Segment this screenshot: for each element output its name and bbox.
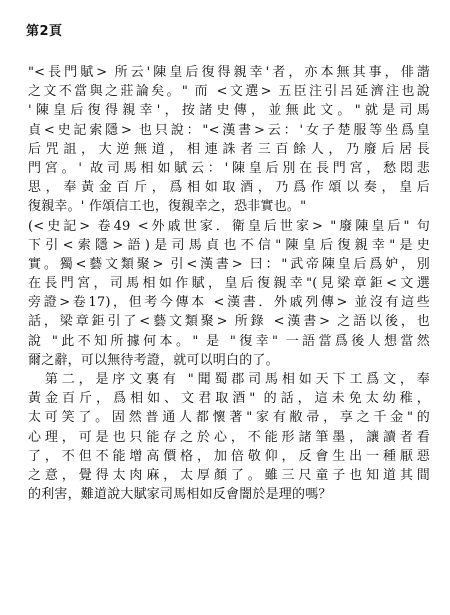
text-line: 貞<史記索隱> 也只說："<漢書>云：'女子楚服等坐爲皇 [28, 122, 430, 138]
text-line: 下引<索隱>語)是司馬貞也不信"陳皇后復親幸"是史 [28, 237, 430, 253]
text-line: 第二，是序文裏有 "聞蜀郡司馬相如天下工爲文，奉 [28, 372, 430, 387]
body-text [28, 63, 430, 504]
page-number-header: 第2頁 [26, 24, 63, 39]
text-line: 實。獨<藝文類聚> 引<漢書> 曰："武帝陳皇后爲妒，別 [28, 256, 430, 272]
text-line: "<長門賦> 所云'陳皇后復得親幸'者，亦本無其事，俳諧 [28, 65, 430, 80]
text-line: 說 "此不知所據何本。" 是 "復幸" 一語當爲後人想當然 [28, 333, 430, 349]
text-line: 的利害，難道說大賦家司馬相如反會闇於是理的嗎？ [28, 487, 332, 503]
text-line: 黃金百斤，爲相如、文君取酒" 的話，這未免太幼稚， [28, 391, 430, 407]
text-line: 太可笑了。固然普通人都懷著"家有敝帚，享之千金"的 [28, 410, 430, 426]
text-line: 復親幸。' 作頌信工也，復親幸之，恐非實也。" [28, 199, 307, 215]
text-line: 之文不當與之莊論矣。" 而 <文選> 五臣注引呂延濟注也說 [28, 84, 430, 100]
text-line: 思，奉黃金百斤，爲相如取酒，乃爲作頌以奏，皇后 [28, 180, 430, 196]
text-line: (<史記> 卷49 <外戚世家．衛皇后世家> "廢陳皇后" 句 [28, 218, 430, 234]
text-line: 門宮。' 故司馬相如賦云：'陳皇后別在長門宮，愁悶悲 [28, 160, 430, 176]
text-line: 話，梁章鉅引了<藝文類聚> 所錄 <漢書> 之語以後，也 [28, 314, 430, 330]
text-line: 旁證>卷17)，但考今傳本 <漢書．外戚列傳> 並沒有這些 [28, 295, 430, 311]
text-line: 爾之辭，可以無待考證，就可以明白的了。 [28, 352, 279, 368]
text-line: 了，不但不能增高價格，加倍敬仰，反會生出一種厭惡 [28, 448, 430, 464]
text-line: 在長門宮，司馬相如作賦，皇后復親幸"(見梁章鉅<文選 [28, 276, 430, 292]
text-line: 心理，可是也只能存之於心，不能形諸筆墨，讓讀者看 [28, 429, 430, 445]
text-line: 后咒詛，大逆無道，相連誅者三百餘人，乃廢后居長 [28, 141, 430, 157]
text-line: 之意，覺得太肉麻，太厚顏了。雖三尺童子也知道其間 [28, 467, 430, 483]
text-line: '陳皇后復得親幸'，按諸史傳，並無此文。"就是司馬 [28, 103, 430, 119]
